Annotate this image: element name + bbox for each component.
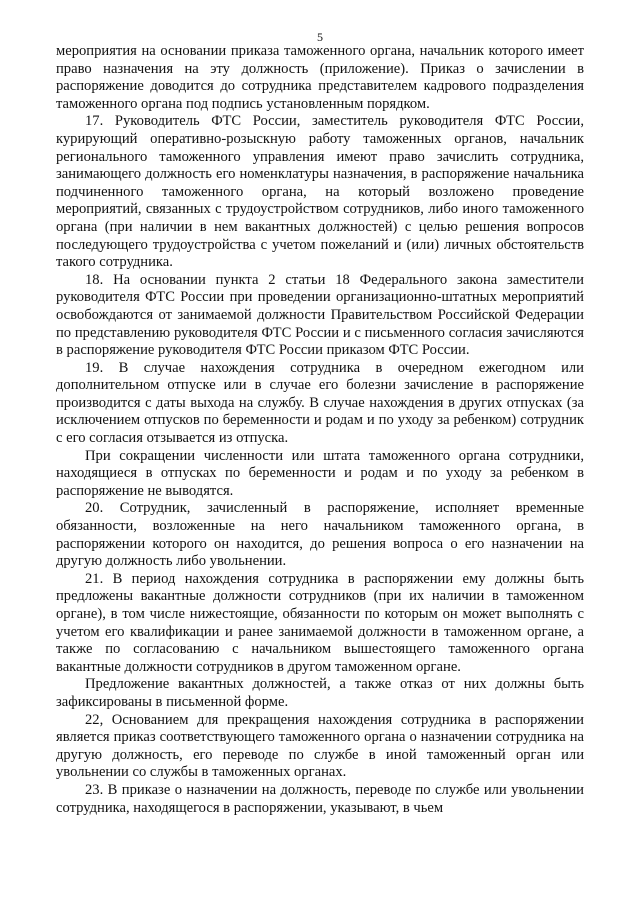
paragraph-21: 21. В период нахождения сотрудника в распоряжении ему должны быть предложены вакантные должности сотрудников (при их наличии в таможенном органе), в том числе нижестоящие, обязанности по которым он может выполнять с учетом его квалификации и ранее занимаемой должности в таможенном органе, а также по согласованию с начальником вышестоящего таможенного органа вакантные должности сотрудников в другом таможенном органе. xyxy=(56,570,584,675)
paragraph-20: 20. Сотрудник, зачисленный в распоряжение, исполняет временные обязанности, возложенные на него начальником таможенного органа, в распоряжении которого он находится, до решения вопроса о его назначении на другую должность либо увольнении. xyxy=(56,500,584,570)
document-body xyxy=(56,43,584,817)
paragraph-23: 23. В приказе о назначении на должность, переводе по службе или увольнении сотрудника, находящегося в распоряжении, указывают, в чьем xyxy=(56,781,584,816)
page-number: 5 xyxy=(317,30,323,44)
paragraph-17: 17. Руководитель ФТС России, заместитель руководителя ФТС России, курирующий оперативно-розыскную работу таможенных органов, начальник регионального таможенного управления имеют право зачислить сотрудника, занимающего должность его номенклатуры назначения, в распоряжение начальника подчиненного таможенного органа, на который возложено проведение мероприятий, связанных с трудоустройством сотрудников, либо иного таможенного органа (при наличии в нем вакантных должностей) с целью решения вопросов последующего трудоустройства с учетом пожеланий и (или) личных обстоятельств такого сотрудника. xyxy=(56,113,584,271)
paragraph-19: 19. В случае нахождения сотрудника в очередном ежегодном или дополнительном отпуске или в случае его болезни зачисление в распоряжение производится с даты выхода на службу. В случае нахождения в других отпусках (за исключением отпусков по беременности и родам и по уходу за ребенком) сотрудник с его согласия отзывается из отпуска. xyxy=(56,359,584,447)
paragraph-21-part-2: Предложение вакантных должностей, а также отказ от них должны быть зафиксированы в письменной форме. xyxy=(56,676,584,710)
paragraph-19-part-2: При сокращении численности или штата таможенного органа сотрудники, находящиеся в отпусках по беременности и родам и по уходу за ребенком в распоряжение не выводятся. xyxy=(56,447,584,499)
paragraph-22: 22, Основанием для прекращения нахождения сотрудника в распоряжении является приказ соответствующего таможенного органа о назначении сотрудника на другую должность, его переводе по службе в иной таможенный орган или увольнении со службы в таможенных органах. xyxy=(56,711,584,781)
paragraph-18: 18. На основании пункта 2 статьи 18 Федерального закона заместители руководителя ФТС России при проведении организационно-штатных мероприятий освобождаются от занимаемой должности Правительством Российской Федерации по представлению руководителя ФТС России и с письменного согласия зачисляются в распоряжение руководителя ФТС России приказом ФТС России. xyxy=(56,271,584,359)
paragraph-continuation: мероприятия на основании приказа таможенного органа, начальник которого имеет право назначения на эту должность (приложение). Приказ о зачислении в распоряжение доводится до сотрудника представителем кадрового подразделения таможенного органа под подпись установленным порядком. xyxy=(56,43,584,112)
